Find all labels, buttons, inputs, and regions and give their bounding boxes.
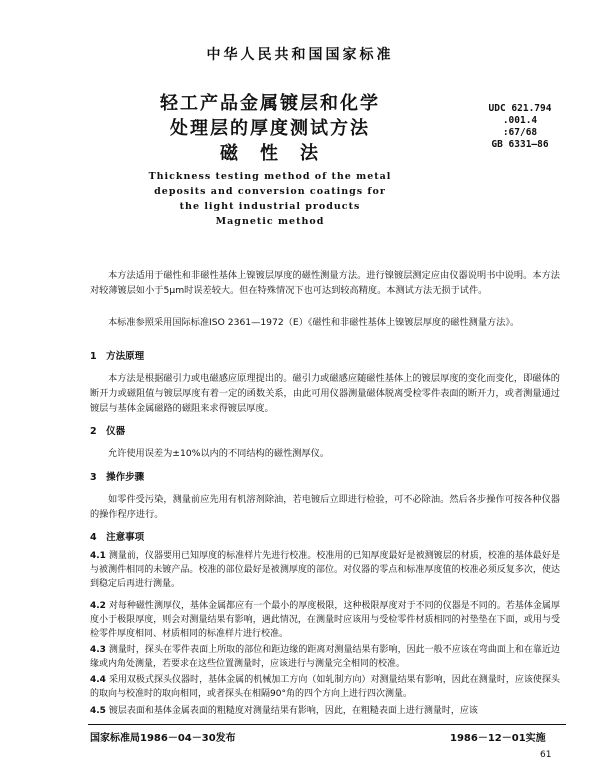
standard-header: 中华人民共和国国家标准 [206,47,394,63]
title-en-line-3: the light industrial products [179,201,361,212]
note-number: 4.3 [90,645,106,655]
title-en-line-4: Magnetic method [215,216,325,227]
title-cn-line-2: 处理层的厚度测试方法 [170,118,370,139]
note-4-1 [90,549,560,591]
intro-paragraph-1: 本方法适用于磁性和非磁性基体上镍镀层厚度的磁性测量方法。进行镍镀层测定应由仪器说明书中说明。本方法对较薄镀层如小于5μm时误差较大。但在特殊情况下也可达到较高精度。本测试方法无损于试件。 [90,270,560,296]
section-3-text: 如零件受污染，测量前应先用有机溶剂除油，若电镀后立即进行检验，可不必除油。然后各步操作可按各种仪器的操作程序进行。 [90,494,560,520]
title-en-line-1: Thickness testing method of the metal [148,171,392,182]
footer-divider [88,724,566,725]
note-number: 4.1 [90,551,106,561]
page-number: 61 [540,750,552,760]
note-4-3 [90,643,560,671]
title-en-line-2: deposits and conversion coatings for [154,186,386,197]
gb-code: GB 6331—86 [491,139,549,150]
section-1-text: 本方法是根据磁引力或电磁感应原理提出的。磁引力或磁感应随磁性基体上的镀层厚度的变化而变化，即磁体的断开力或磁阻值与镀层厚度有着一定的函数关系，由此可用仪器测量磁体脱离受检零件表面的断开力，或者测量通过镀层与基体金属磁路的磁阻来求得镀层厚度。 [90,373,560,414]
title-cn-line-1: 轻工产品金属镀层和化学 [160,93,380,114]
udc-code-1: UDC 621.794 [488,103,552,114]
section-4-heading: 4 注意事项 [90,532,145,543]
note-number: 4.4 [90,675,106,685]
udc-code-3: :67/68 [502,127,538,138]
note-4-2 [90,599,560,641]
note-text: 测量前，仪器要用已知厚度的标准样片先进行校准。校准用的已知厚度最好是被测镀层的材质，校准的基体最好是与被测件相同的未镀产品。校准的部位最好是被测厚度的部位。对仪器的零点和标准厚度值的校准必须反复多次，使达到稳定后再进行测量。 [90,551,560,589]
section-2-text: 允许使用误差为±10%以内的不同结构的磁性测厚仪。 [108,448,330,459]
note-number: 4.5 [90,706,106,716]
title-cn-line-3: 磁 性 法 [220,143,320,164]
section-2-heading: 2 仪器 [90,426,126,437]
note-4-5 [90,704,566,718]
note-number: 4.2 [90,601,106,611]
issue-date: 国家标准局1986－04－30发布 [90,733,236,744]
note-text: 测量时，探头在零件表面上所取的部位和距边缘的距离对测量结果有影响，因此一般不应该在弯曲面上和在靠近边缘或内角处测量，若要求在这些位置测量时，应该进行与测量完全相同的校准。 [90,645,560,669]
note-4-4 [90,673,560,701]
section-3-heading: 3 操作步骤 [90,472,145,483]
note-text: 采用双极式探头仪器时，基体金属的机械加工方向（如轧制方向）对测量结果有影响，因此在测量时，应该使探头的取向与校准时的取向相同，或者探头在相隔90°角的四个方向上进行四次测量。 [90,675,560,699]
effective-date: 1986－12－01实施 [450,733,546,744]
udc-code-2: .001.4 [502,115,538,126]
intro-paragraph-2: 本标准参照采用国际标准ISO 2361—1972（E）《磁性和非磁性基体上镍镀层厚度的磁性测量方法》。 [108,317,520,328]
note-text: 镀层表面和基体金属表面的粗糙度对测量结果有影响，因此，在粗糙表面上进行测量时，应该 [108,706,478,716]
section-1-heading: 1 方法原理 [90,351,145,362]
note-text: 对每种磁性测厚仪，基体金属都应有一个最小的厚度极限，这种极限厚度对于不同的仪器是不同的。若基体金属厚度小于极限厚度，则会对测量结果有影响，遇此情况，在测量时应该用与受检零件材质相同的衬垫垫在下面，或用与受检零件厚度相同、材质相同的标准样片进行校准。 [90,601,560,639]
